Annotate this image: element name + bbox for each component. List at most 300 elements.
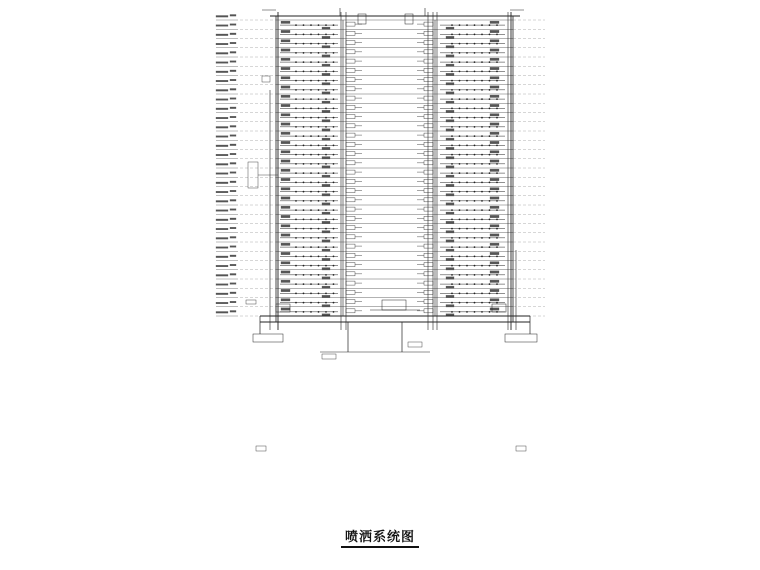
sprinkler-head xyxy=(451,181,453,183)
sprinkler-head xyxy=(318,98,320,100)
valve-box-right xyxy=(424,161,433,165)
branch-tag xyxy=(446,73,454,75)
branch-tag xyxy=(446,46,454,48)
level-tag-mark xyxy=(230,301,236,303)
sprinkler-head xyxy=(333,43,335,45)
sprinkler-head xyxy=(489,107,491,109)
sprinkler-head xyxy=(459,302,461,304)
sprinkler-head xyxy=(318,135,320,137)
level-tag-mark xyxy=(216,293,228,295)
sprinkler-head xyxy=(295,107,297,109)
valve-box-left xyxy=(346,263,355,267)
branch-tag xyxy=(281,104,290,106)
sprinkler-head xyxy=(474,292,476,294)
valve-box-right xyxy=(424,142,433,146)
sprinkler-head xyxy=(310,265,312,267)
sprinkler-head xyxy=(466,61,468,63)
sprinkler-head xyxy=(451,107,453,109)
sprinkler-head xyxy=(466,283,468,285)
sprinkler-head xyxy=(295,302,297,304)
sprinkler-head xyxy=(489,283,491,285)
sprinkler-head xyxy=(451,135,453,137)
sprinkler-head xyxy=(489,292,491,294)
sprinkler-head xyxy=(466,237,468,239)
sprinkler-head xyxy=(310,89,312,91)
level-tag-mark xyxy=(216,43,228,45)
level-tag-mark xyxy=(216,108,228,110)
sprinkler-head xyxy=(325,274,327,276)
sprinkler-head xyxy=(303,274,305,276)
sprinkler-head xyxy=(489,209,491,211)
sprinkler-head xyxy=(303,200,305,202)
sprinkler-head xyxy=(459,24,461,26)
sprinkler-head xyxy=(481,24,483,26)
sprinkler-head xyxy=(310,181,312,183)
sprinkler-head xyxy=(496,52,498,54)
branch-tag xyxy=(490,77,499,79)
sprinkler-head xyxy=(466,191,468,193)
sprinkler-head xyxy=(295,191,297,193)
sprinkler-head xyxy=(474,200,476,202)
sprinkler-head xyxy=(496,80,498,82)
sprinkler-head xyxy=(318,181,320,183)
sprinkler-head xyxy=(310,80,312,82)
sprinkler-head xyxy=(466,302,468,304)
sprinkler-head xyxy=(310,200,312,202)
valve-box-left xyxy=(346,189,355,193)
sprinkler-head xyxy=(466,70,468,72)
sprinkler-head xyxy=(466,52,468,54)
sprinkler-head xyxy=(310,70,312,72)
sprinkler-head xyxy=(481,311,483,313)
level-tag-mark xyxy=(230,190,236,192)
branch-tag xyxy=(281,86,290,88)
sprinkler-head xyxy=(466,255,468,257)
sprinkler-head xyxy=(318,200,320,202)
level-tag-mark xyxy=(216,154,228,156)
sprinkler-head xyxy=(333,80,335,82)
level-tag-mark xyxy=(230,218,236,220)
branch-tag xyxy=(446,240,454,242)
level-tag-mark xyxy=(230,126,236,128)
sprinkler-head xyxy=(333,283,335,285)
branch-tag xyxy=(281,58,290,60)
sprinkler-head xyxy=(333,117,335,119)
valve-box-right xyxy=(424,189,433,193)
branch-tag xyxy=(322,120,330,122)
sprinkler-head xyxy=(474,126,476,128)
sprinkler-head xyxy=(325,43,327,45)
sprinkler-head xyxy=(333,237,335,239)
sprinkler-head xyxy=(459,144,461,146)
sprinkler-head xyxy=(318,43,320,45)
inlet-tag-right xyxy=(408,342,422,347)
branch-tag xyxy=(490,262,499,264)
sprinkler-head xyxy=(466,246,468,248)
sprinkler-head xyxy=(295,200,297,202)
branch-tag xyxy=(281,178,290,180)
sprinkler-head xyxy=(489,172,491,174)
annotation-box-left-bottom xyxy=(256,446,266,451)
sprinkler-head xyxy=(489,33,491,35)
valve-box-right xyxy=(424,216,433,220)
branch-tag xyxy=(490,308,499,310)
valve-box-right xyxy=(424,290,433,294)
sprinkler-head xyxy=(474,283,476,285)
branch-tag xyxy=(446,129,454,131)
branch-tag xyxy=(446,221,454,223)
branch-tag xyxy=(446,194,454,196)
level-tag-mark xyxy=(216,53,228,55)
sprinkler-head xyxy=(303,33,305,35)
sprinkler-head xyxy=(333,126,335,128)
sprinkler-head xyxy=(459,107,461,109)
level-tag-mark xyxy=(216,173,228,175)
sprinkler-head xyxy=(451,89,453,91)
sprinkler-head xyxy=(310,302,312,304)
sprinkler-head xyxy=(474,209,476,211)
sprinkler-head xyxy=(451,246,453,248)
sprinkler-head xyxy=(318,302,320,304)
alarm-valve-left xyxy=(253,334,283,342)
sprinkler-head xyxy=(318,265,320,267)
branch-tag xyxy=(322,101,330,103)
branch-tag xyxy=(281,160,290,162)
sprinkler-head xyxy=(451,209,453,211)
level-tag-mark xyxy=(216,34,228,36)
sprinkler-head xyxy=(318,228,320,230)
sprinkler-head xyxy=(474,228,476,230)
valve-box-left xyxy=(346,96,355,100)
sprinkler-head xyxy=(310,117,312,119)
level-tag-mark xyxy=(216,145,228,147)
valve-box-right xyxy=(424,179,433,183)
branch-tag xyxy=(446,277,454,279)
sprinkler-head xyxy=(318,163,320,165)
branch-tag xyxy=(322,166,330,168)
level-tag-mark xyxy=(230,52,236,54)
sprinkler-head xyxy=(481,302,483,304)
valve-box-right xyxy=(424,263,433,267)
sprinkler-head xyxy=(474,144,476,146)
sprinkler-head xyxy=(451,126,453,128)
branch-tag xyxy=(322,249,330,251)
sprinkler-head xyxy=(333,274,335,276)
branch-tag xyxy=(446,231,454,233)
sprinkler-head xyxy=(295,246,297,248)
sprinkler-head xyxy=(303,70,305,72)
valve-box-right xyxy=(424,31,433,35)
valve-box-left xyxy=(346,31,355,35)
valve-box-left xyxy=(346,87,355,91)
valve-box-right xyxy=(424,124,433,128)
sprinkler-head xyxy=(303,292,305,294)
branch-tag xyxy=(322,203,330,205)
branch-tag xyxy=(322,138,330,140)
sprinkler-head xyxy=(318,237,320,239)
sprinkler-head xyxy=(481,89,483,91)
sprinkler-head xyxy=(310,33,312,35)
sprinkler-head xyxy=(481,61,483,63)
sprinkler-head xyxy=(474,43,476,45)
sprinkler-head xyxy=(496,33,498,35)
sprinkler-head xyxy=(459,246,461,248)
level-tag-mark xyxy=(216,182,228,184)
sprinkler-head xyxy=(459,218,461,220)
sprinkler-head xyxy=(474,80,476,82)
sprinkler-head xyxy=(451,283,453,285)
branch-tag xyxy=(490,58,499,60)
level-tag-mark xyxy=(216,219,228,221)
sprinkler-head xyxy=(451,302,453,304)
sprinkler-head xyxy=(496,154,498,156)
branch-tag xyxy=(281,271,290,273)
level-tag-mark xyxy=(230,274,236,276)
sprinkler-head xyxy=(318,191,320,193)
branch-tag xyxy=(281,95,290,97)
level-tag-mark xyxy=(230,255,236,257)
branch-tag xyxy=(322,73,330,75)
sprinkler-head xyxy=(466,24,468,26)
sprinkler-head xyxy=(496,218,498,220)
sprinkler-head xyxy=(333,52,335,54)
sprinkler-head xyxy=(318,209,320,211)
sprinkler-head xyxy=(295,89,297,91)
branch-tag xyxy=(281,123,290,125)
sprinkler-head xyxy=(466,200,468,202)
valve-box-right xyxy=(424,22,433,26)
branch-tag xyxy=(281,132,290,134)
sprinkler-head xyxy=(318,33,320,35)
sprinkler-head xyxy=(459,209,461,211)
sprinkler-head xyxy=(295,52,297,54)
branch-tag xyxy=(281,299,290,301)
branch-tag xyxy=(490,104,499,106)
branch-tag xyxy=(490,30,499,32)
sprinkler-head xyxy=(496,246,498,248)
sprinkler-head xyxy=(295,61,297,63)
sprinkler-head xyxy=(481,283,483,285)
level-tag-mark xyxy=(230,79,236,81)
valve-box-left xyxy=(346,142,355,146)
sprinkler-head xyxy=(451,80,453,82)
sprinkler-head xyxy=(459,255,461,257)
branch-tag xyxy=(490,206,499,208)
sprinkler-head xyxy=(295,237,297,239)
sprinkler-head xyxy=(318,24,320,26)
branch-tag xyxy=(281,225,290,227)
sprinkler-head xyxy=(295,163,297,165)
level-tag-mark xyxy=(216,201,228,203)
sprinkler-head xyxy=(333,311,335,313)
sprinkler-head xyxy=(466,265,468,267)
sprinkler-head xyxy=(474,255,476,257)
sprinkler-head xyxy=(303,107,305,109)
branch-tag xyxy=(490,169,499,171)
sprinkler-head xyxy=(325,265,327,267)
sprinkler-head xyxy=(333,107,335,109)
valve-box-right xyxy=(424,59,433,63)
branch-tag xyxy=(446,184,454,186)
sprinkler-head xyxy=(451,274,453,276)
sprinkler-head xyxy=(325,302,327,304)
sprinkler-head xyxy=(474,191,476,193)
sprinkler-head xyxy=(489,218,491,220)
sprinkler-head xyxy=(474,154,476,156)
branch-tag xyxy=(490,40,499,42)
sprinkler-head xyxy=(303,61,305,63)
sprinkler-head xyxy=(303,163,305,165)
sprinkler-head xyxy=(481,117,483,119)
level-tag-mark xyxy=(216,238,228,240)
branch-tag xyxy=(490,289,499,291)
sprinkler-head xyxy=(310,209,312,211)
sprinkler-head xyxy=(333,246,335,248)
branch-tag xyxy=(490,271,499,273)
level-tag-mark xyxy=(216,80,228,82)
sprinkler-head xyxy=(459,228,461,230)
sprinkler-head xyxy=(496,126,498,128)
sprinkler-head xyxy=(325,89,327,91)
sprinkler-head xyxy=(489,246,491,248)
valve-box-right xyxy=(424,309,433,313)
sprinkler-head xyxy=(496,255,498,257)
branch-tag xyxy=(490,95,499,97)
branch-tag xyxy=(322,258,330,260)
sprinkler-head xyxy=(496,191,498,193)
valve-box-left xyxy=(346,281,355,285)
sprinkler-head xyxy=(295,265,297,267)
branch-tag xyxy=(490,114,499,116)
level-tag-mark xyxy=(216,99,228,101)
branch-tag xyxy=(490,188,499,190)
sprinkler-head xyxy=(489,61,491,63)
branch-tag xyxy=(281,206,290,208)
level-tag-mark xyxy=(230,163,236,165)
valve-box-left xyxy=(346,41,355,45)
sprinkler-head xyxy=(303,135,305,137)
sprinkler-head xyxy=(489,135,491,137)
sprinkler-head xyxy=(474,24,476,26)
valve-box-right xyxy=(424,226,433,230)
branch-tag xyxy=(490,67,499,69)
sprinkler-head xyxy=(325,126,327,128)
branch-tag xyxy=(322,36,330,38)
branch-tag xyxy=(322,64,330,66)
sprinkler-head xyxy=(333,33,335,35)
branch-tag xyxy=(446,110,454,112)
valve-box-left xyxy=(346,290,355,294)
valve-box-left xyxy=(346,179,355,183)
branch-tag xyxy=(281,21,290,23)
valve-box-right xyxy=(424,96,433,100)
sprinkler-head xyxy=(325,144,327,146)
sprinkler-head xyxy=(496,292,498,294)
sprinkler-head xyxy=(474,311,476,313)
sprinkler-head xyxy=(303,172,305,174)
sprinkler-head xyxy=(474,89,476,91)
sprinkler-head xyxy=(496,163,498,165)
inlet-tag-left xyxy=(322,354,336,359)
branch-tag xyxy=(446,166,454,168)
sprinkler-head xyxy=(325,172,327,174)
sprinkler-head xyxy=(459,163,461,165)
sprinkler-head xyxy=(451,255,453,257)
branch-tag xyxy=(490,151,499,153)
branch-tag xyxy=(281,215,290,217)
sprinkler-head xyxy=(310,24,312,26)
sprinkler-head xyxy=(466,209,468,211)
sprinkler-head xyxy=(496,43,498,45)
sprinkler-head xyxy=(481,274,483,276)
sprinkler-head xyxy=(489,265,491,267)
branch-tag xyxy=(281,49,290,51)
branch-tag xyxy=(281,252,290,254)
level-tag-mark xyxy=(230,246,236,248)
valve-box-left xyxy=(346,161,355,165)
level-tag-mark xyxy=(216,127,228,129)
sprinkler-head xyxy=(489,89,491,91)
sprinkler-head xyxy=(333,255,335,257)
branch-tag xyxy=(446,83,454,85)
sprinkler-head xyxy=(333,292,335,294)
sprinkler-head xyxy=(303,218,305,220)
sprinkler-head xyxy=(295,228,297,230)
sprinkler-head xyxy=(466,135,468,137)
branch-tag xyxy=(490,178,499,180)
sprinkler-head xyxy=(481,52,483,54)
sprinkler-head xyxy=(474,70,476,72)
sprinkler-head xyxy=(295,24,297,26)
sprinkler-head xyxy=(303,24,305,26)
branch-tag xyxy=(281,308,290,310)
valve-box-left xyxy=(346,124,355,128)
level-tag-mark xyxy=(230,181,236,183)
branch-tag xyxy=(446,249,454,251)
sprinkler-head xyxy=(295,218,297,220)
sprinkler-head xyxy=(489,52,491,54)
sprinkler-head xyxy=(496,209,498,211)
sprinkler-head xyxy=(474,163,476,165)
branch-tag xyxy=(490,252,499,254)
sprinkler-head xyxy=(474,135,476,137)
branch-tag xyxy=(490,86,499,88)
sprinkler-head xyxy=(310,274,312,276)
sprinkler-head xyxy=(459,70,461,72)
sprinkler-head xyxy=(496,283,498,285)
sprinkler-head xyxy=(496,228,498,230)
level-tag-mark xyxy=(230,264,236,266)
sprinkler-head xyxy=(310,154,312,156)
sprinkler-head xyxy=(310,98,312,100)
valve-box-right xyxy=(424,198,433,202)
sprinkler-head xyxy=(310,218,312,220)
sprinkler-head xyxy=(466,163,468,165)
sprinkler-head xyxy=(333,218,335,220)
branch-tag xyxy=(490,49,499,51)
branch-tag xyxy=(281,262,290,264)
sprinkler-head xyxy=(489,98,491,100)
sprinkler-head xyxy=(451,70,453,72)
sprinkler-head xyxy=(489,24,491,26)
sprinkler-head xyxy=(318,255,320,257)
valve-box-left xyxy=(346,59,355,63)
level-tag-mark xyxy=(230,135,236,137)
sprinkler-head xyxy=(466,80,468,82)
sprinkler-head xyxy=(318,126,320,128)
valve-box-left xyxy=(346,152,355,156)
level-tag-mark xyxy=(216,71,228,73)
